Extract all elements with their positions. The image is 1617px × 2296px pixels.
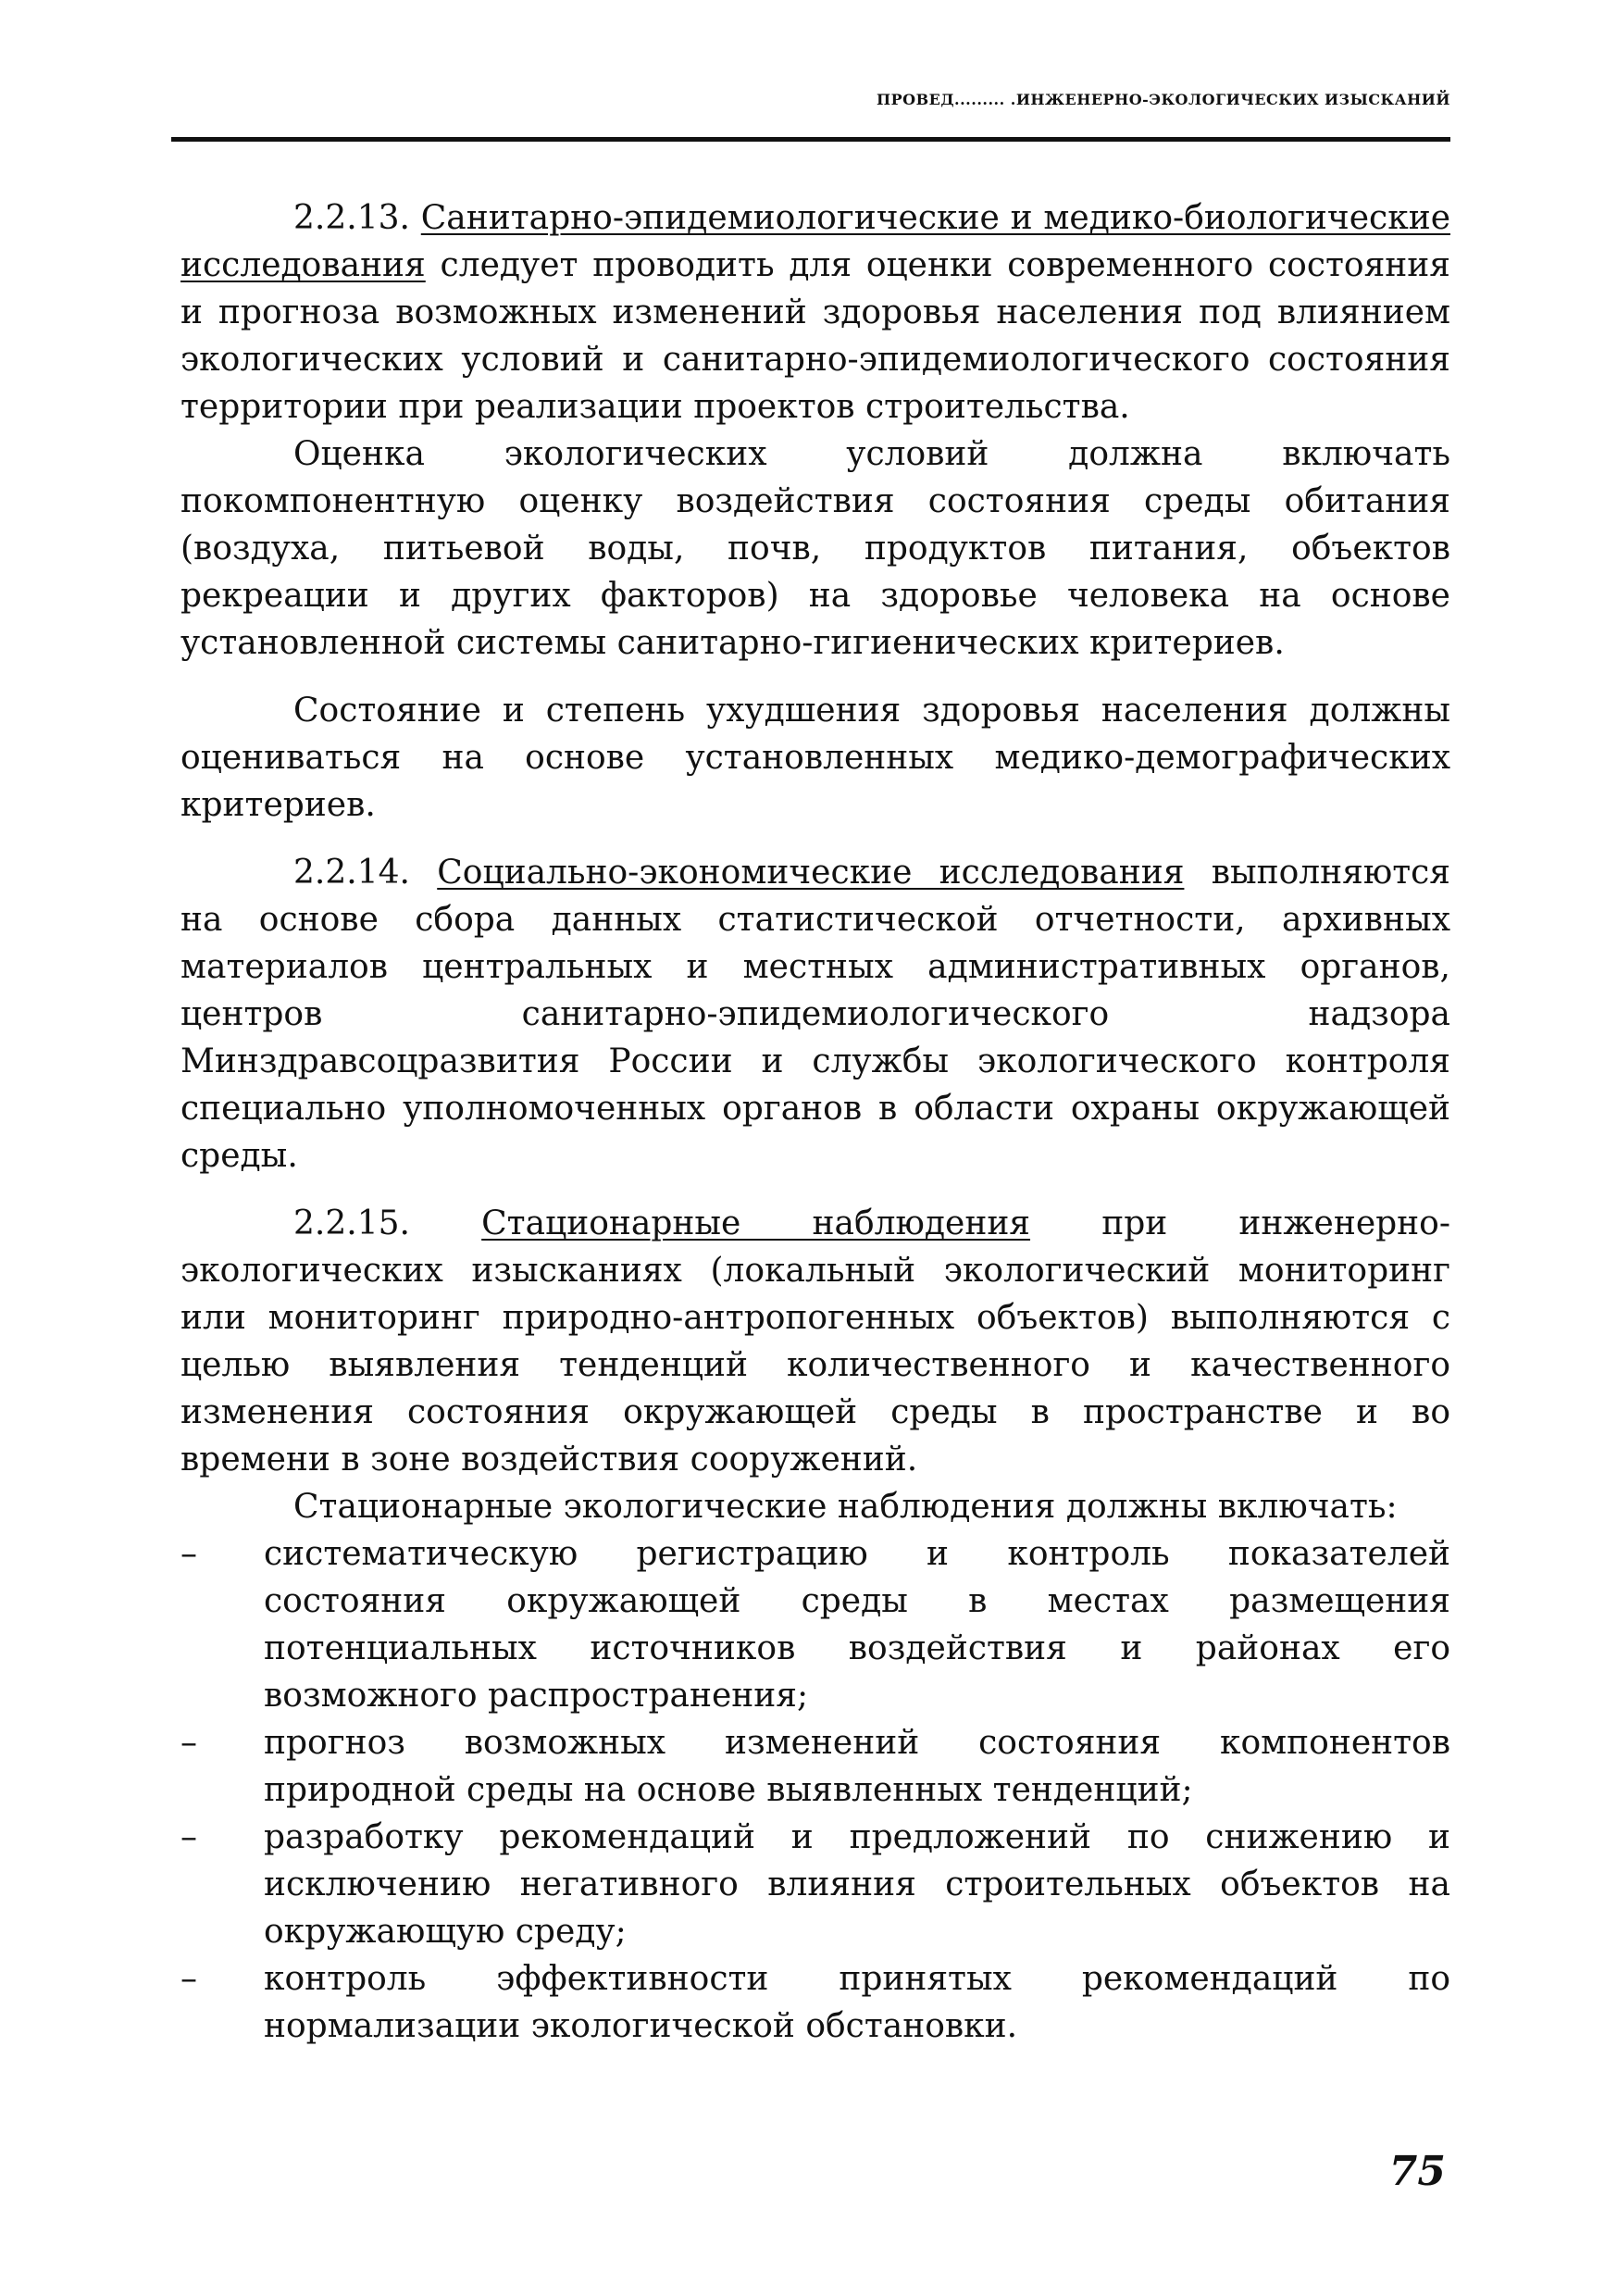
section-2-2-13-para-2: Оценка экологических условий должна включать покомпонентную оценку воздействия состояния среды обитания (воздуха, питьевой воды, почв, продуктов питания, объектов рекреации и других факторов) на здоровье человека на основе установленной системы санитарно-гигиенических критериев. bbox=[180, 435, 1450, 662]
section-number: 2.2.14. bbox=[293, 854, 410, 892]
section-term: Санитарно-эпидемиологические и медико-биологические исследования bbox=[180, 199, 1450, 284]
list-item bbox=[180, 1814, 1450, 1955]
dash-marker: – bbox=[180, 1960, 197, 1998]
dash-marker: – bbox=[180, 1724, 197, 1762]
page-number: 75 bbox=[1388, 2148, 1446, 2195]
section-2-2-14-para-1 bbox=[180, 849, 1450, 1179]
section-2-2-15-para-2: Стационарные экологические наблюдения должны включать: bbox=[293, 1488, 1398, 1526]
running-header: ПРОВЕД......... .ИНЖЕНЕРНО-ЭКОЛОГИЧЕСКИХ ИЗЫСКАНИЙ bbox=[877, 91, 1450, 108]
section-2-2-13-para-1 bbox=[180, 194, 1450, 430]
section-text: при инженерно-экологических изысканиях (локальный экологический мониторинг или мониторинг природно-антропогенных объектов) выполняются с целью выявления тенденций количественного и качественного изменения состояния окружающей среды в пространстве и во времени в зоне воздействия сооружений. bbox=[180, 1204, 1451, 1479]
page-body bbox=[180, 194, 1450, 2050]
section-2-2-13-para-3: Состояние и степень ухудшения здоровья населения должны оцениваться на основе установленных медико-демографических критериев. bbox=[180, 692, 1450, 824]
list-item-text: разработку рекомендаций и предложений по снижению и исключению негативного влияния строительных объектов на окружающую среду; bbox=[264, 1818, 1450, 1951]
list-item bbox=[180, 1530, 1450, 1719]
section-text: следует проводить для оценки современного состояния и прогноза возможных изменений здоровья населения под влиянием экологических условий и санитарно-эпидемиологического состояния территории при реализации проектов строительства. bbox=[180, 246, 1450, 426]
section-term: Стационарные наблюдения bbox=[481, 1204, 1031, 1242]
list-item bbox=[180, 1955, 1450, 2050]
header-rule bbox=[171, 137, 1450, 142]
list-item-text: систематическую регистрацию и контроль показателей состояния окружающей среды в местах размещения потенциальных источников воздействия и районах его возможного распространения; bbox=[264, 1535, 1450, 1715]
list-item-text: прогноз возможных изменений состояния компонентов природной среды на основе выявленных тенденций; bbox=[264, 1724, 1450, 1809]
section-term: Социально-экономические исследования bbox=[437, 854, 1185, 892]
list-item-text: контроль эффективности принятых рекомендаций по нормализации экологической обстановки. bbox=[264, 1960, 1450, 2045]
list-item bbox=[180, 1719, 1450, 1814]
section-2-2-15-para-1 bbox=[180, 1200, 1450, 1483]
dash-marker: – bbox=[180, 1818, 197, 1856]
section-number: 2.2.13. bbox=[293, 199, 410, 237]
section-number: 2.2.15. bbox=[293, 1204, 410, 1242]
section-text: выполняются на основе сбора данных статистической отчетности, архивных материалов центральных и местных административных органов, центров санитарно-эпидемиологического надзора Минздравсоцразвития России и службы экологического контроля специально уполномоченных органов в области охраны окружающей среды. bbox=[180, 854, 1450, 1175]
dash-marker: – bbox=[180, 1535, 197, 1573]
monitoring-list bbox=[180, 1530, 1450, 2050]
